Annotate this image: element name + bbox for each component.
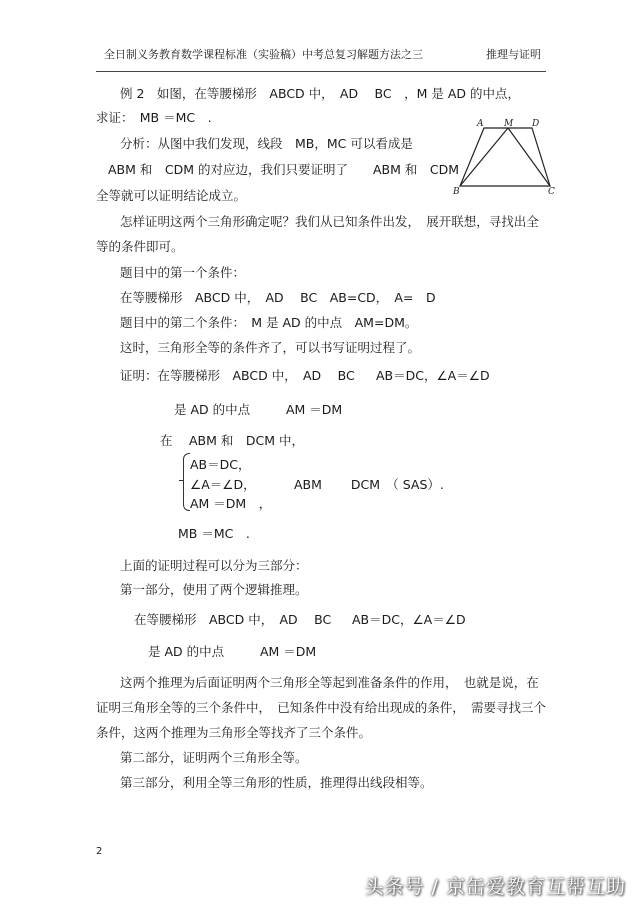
system-brace-tip: [179, 480, 184, 481]
system-conclusion: ABM DCM （ SAS）.: [294, 477, 444, 492]
condition-2-text: 题目中的第二个条件： M 是 AD 的中点 AM=DM。: [120, 315, 418, 330]
proof-conclusion: MB ＝MC .: [178, 526, 250, 541]
trapezoid-figure: [452, 118, 556, 198]
para-how-1: 怎样证明这两个三角形确定呢？我们从已知条件出发， 展开联想，寻找出全: [120, 214, 539, 229]
page-number: 2: [96, 846, 103, 857]
proof-line-2b: AM ＝DM: [286, 402, 343, 417]
label-c: C: [548, 187, 555, 197]
system-brace: [183, 453, 190, 511]
explain-line-3: 条件，这两个推理为三角形全等找齐了三个条件。: [96, 725, 372, 740]
header-rule: [96, 71, 546, 72]
condition-1-title: 题目中的第一个条件：: [120, 265, 246, 280]
watermark: 头条号 / 京缶爱教育互帮互助: [364, 876, 626, 898]
header-left: 全日制义务教育数学课程标准（实验稿）中考总复习解题方法之三: [104, 48, 423, 61]
example-line-2: 求证： MB ＝MC .: [96, 110, 212, 125]
explain-line-2: 证明三角形全等的三个条件中， 已知条件中没有给出现成的条件， 需要寻找三个: [96, 700, 547, 715]
example-line-1: 例 2 如图，在等腰梯形 ABCD 中， AD BC ，M 是 AD 的中点，: [120, 86, 521, 101]
system-line-2: ∠A＝∠D，: [190, 477, 256, 492]
segment-mb: [460, 128, 508, 186]
segment-mc: [508, 128, 550, 186]
summary-title: 上面的证明过程可以分为三部分：: [120, 558, 308, 573]
label-a: A: [477, 119, 484, 129]
proof-line-1a: 证明：在等腰梯形 ABCD 中， AD BC: [120, 368, 355, 383]
part-1-title: 第一部分，使用了两个逻辑推理。: [120, 582, 308, 597]
analysis-line-2: ABM 和 CDM 的对应边，我们只要证明了 ABM 和 CDM: [108, 162, 460, 177]
part-2-text: 第二部分，证明两个三角形全等。: [120, 750, 308, 765]
proof-line-2a: 是 AD 的中点: [174, 402, 251, 417]
ready-text: 这时，三角形全等的条件齐了，可以书写证明过程了。: [120, 340, 421, 355]
para-how-2: 等的条件即可。: [96, 239, 184, 254]
condition-1-text: 在等腰梯形 ABCD 中， AD BC AB=CD， A= D: [120, 290, 436, 305]
trapezoid-outline: [460, 128, 550, 186]
proof-line-3: 在 ABM 和 DCM 中，: [160, 433, 304, 448]
label-b: B: [453, 187, 460, 197]
analysis-line-1: 分析：从图中我们发现，线段 MB，MC 可以看成是: [120, 136, 413, 151]
system-line-1: AB＝DC，: [190, 457, 251, 472]
explain-line-1: 这两个推理为后面证明两个三角形全等起到准备条件的作用， 也就是说，在: [120, 675, 539, 690]
proof-line-1b: AB＝DC，∠A＝∠D: [376, 368, 490, 383]
system-line-3: AM ＝DM ，: [190, 496, 272, 511]
analysis-line-3: 全等就可以证明结论成立。: [96, 188, 247, 203]
label-m: M: [504, 119, 514, 129]
part-1-line-1b: AB＝DC，∠A＝∠D: [352, 612, 466, 627]
header-right: 推理与证明: [486, 48, 541, 61]
part-1-line-1a: 在等腰梯形 ABCD 中， AD BC: [134, 612, 332, 627]
label-d: D: [532, 119, 540, 129]
part-3-text: 第三部分，利用全等三角形的性质，推理得出线段相等。: [120, 775, 433, 790]
part-1-line-2b: AM ＝DM: [260, 644, 317, 659]
part-1-line-2a: 是 AD 的中点: [148, 644, 225, 659]
